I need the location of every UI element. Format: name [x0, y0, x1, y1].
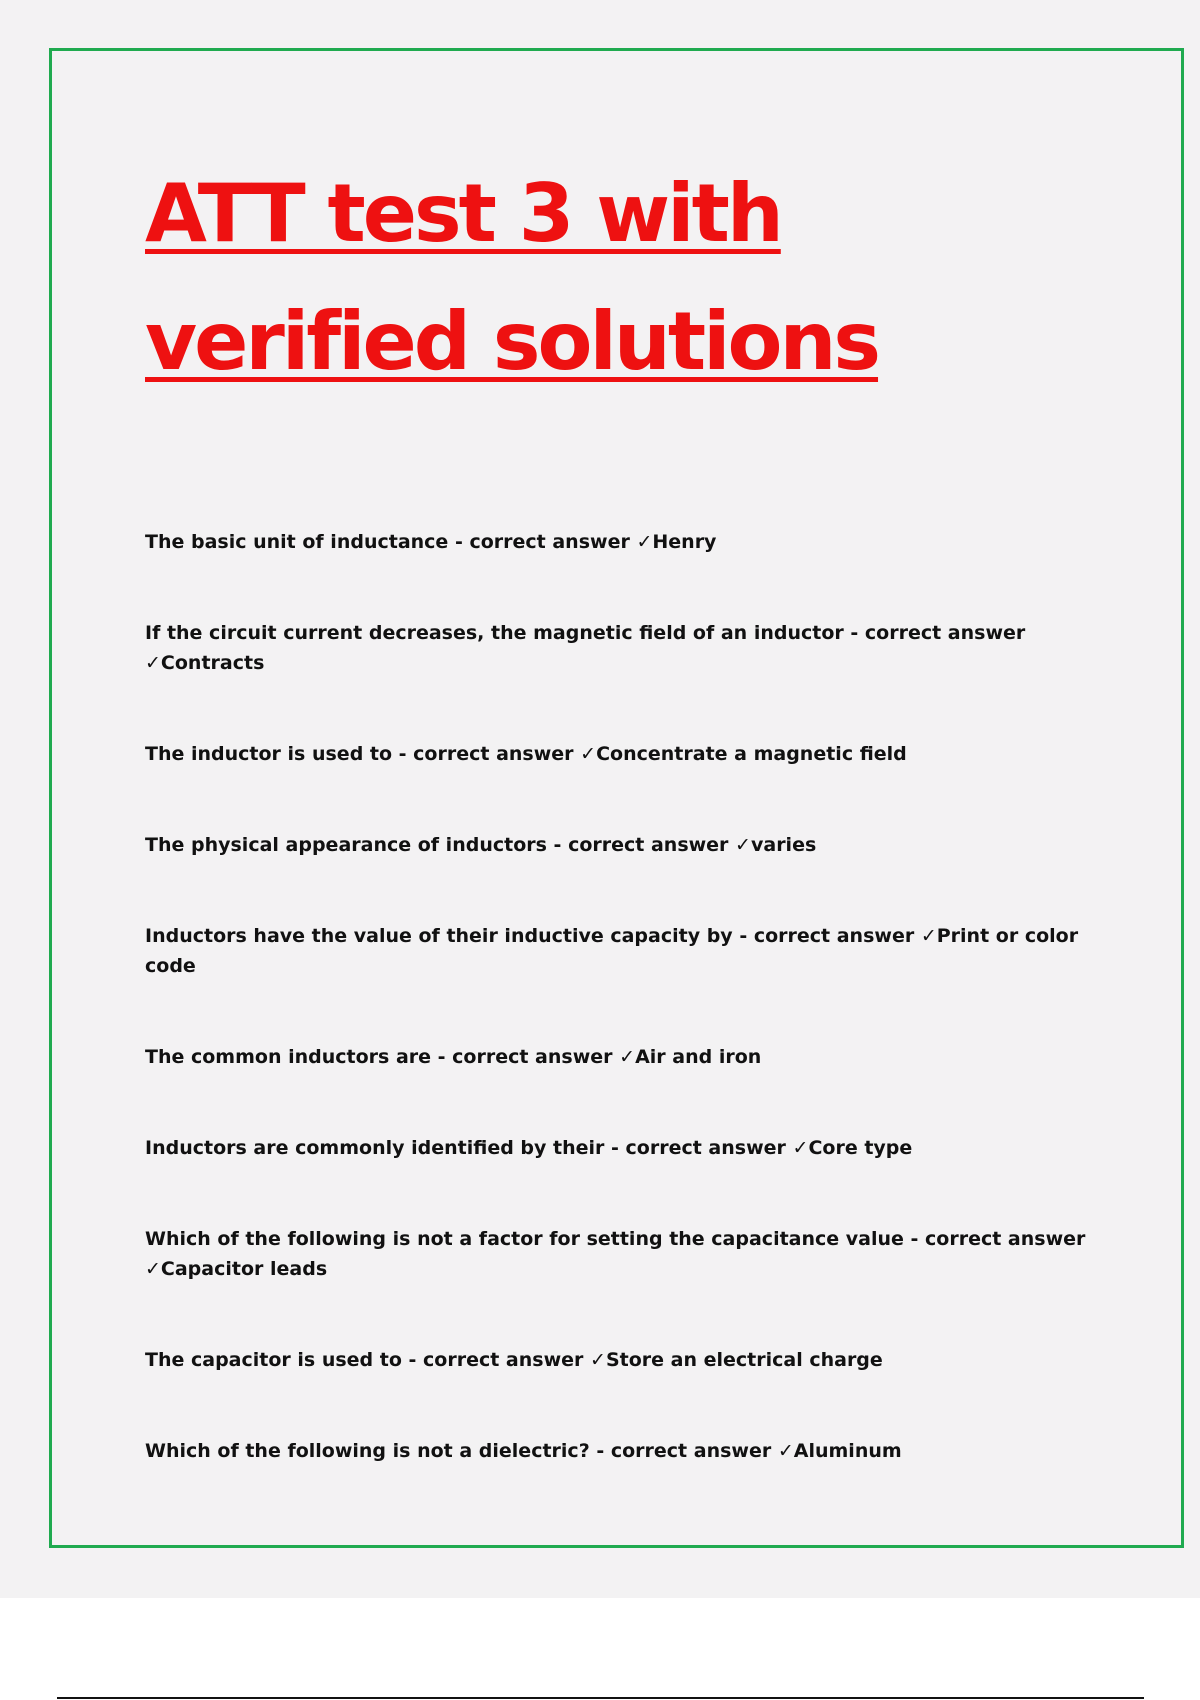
separator: -	[732, 925, 754, 947]
answer-text: Contracts	[160, 652, 265, 674]
question-answer-list	[145, 527, 1090, 1527]
question-text: The basic unit of inductance	[145, 531, 449, 553]
question-text: The physical appearance of inductors	[145, 834, 547, 856]
check-icon: ✓	[728, 834, 751, 856]
answer-text: Concentrate a magnetic field	[596, 743, 907, 765]
separator: -	[843, 622, 865, 644]
question-text: The inductor is used to	[145, 743, 393, 765]
answer-label: correct answer	[625, 1137, 786, 1159]
document-title: ATT test 3 with verified solutions	[145, 167, 879, 388]
answer-label: correct answer	[413, 743, 574, 765]
answer-text: Print or color code	[145, 925, 1079, 977]
question-text: If the circuit current decreases, the magnetic field of an inductor	[145, 622, 844, 644]
qa-item	[145, 618, 1090, 678]
check-icon: ✓	[914, 925, 937, 947]
answer-label: correct answer	[568, 834, 729, 856]
separator: -	[448, 531, 470, 553]
answer-text: Aluminum	[793, 1440, 902, 1462]
separator: -	[431, 1046, 453, 1068]
separator: -	[604, 1137, 626, 1159]
qa-item	[145, 1436, 1090, 1466]
separator: -	[546, 834, 569, 856]
check-icon: ✓	[573, 743, 597, 765]
qa-item	[145, 1345, 1090, 1375]
answer-text: varies	[750, 834, 817, 856]
answer-text: Capacitor leads	[160, 1258, 328, 1280]
separator: -	[903, 1228, 926, 1250]
question-text: The common inductors are	[145, 1046, 432, 1068]
answer-text: Store an electrical charge	[605, 1349, 883, 1371]
answer-label: correct answer	[469, 531, 630, 553]
question-text: Inductors are commonly identified by their	[145, 1137, 605, 1159]
answer-label: correct answer	[864, 622, 1026, 644]
answer-label: correct answer	[610, 1440, 772, 1462]
qa-item	[145, 921, 1090, 981]
question-text: Which of the following is not a factor for setting the capacitance value	[145, 1228, 904, 1250]
question-text: Which of the following is not a dielectric?	[145, 1440, 590, 1462]
qa-item	[145, 739, 1090, 769]
check-icon: ✓	[145, 652, 161, 674]
answer-text: Core type	[808, 1137, 913, 1159]
footer-divider	[57, 1697, 1144, 1699]
qa-item	[145, 1133, 1090, 1163]
answer-label: correct answer	[925, 1228, 1086, 1250]
check-icon: ✓	[145, 1258, 161, 1280]
check-icon: ✓	[785, 1137, 809, 1159]
check-icon: ✓	[771, 1440, 794, 1462]
check-icon: ✓	[612, 1046, 636, 1068]
question-text: Inductors have the value of their inductive capacity by	[145, 925, 733, 947]
answer-label: correct answer	[452, 1046, 613, 1068]
separator: -	[392, 743, 414, 765]
check-icon: ✓	[629, 531, 653, 553]
qa-item	[145, 1224, 1090, 1284]
check-icon: ✓	[583, 1349, 606, 1371]
qa-item	[145, 830, 1090, 860]
answer-label: correct answer	[753, 925, 915, 947]
separator: -	[401, 1349, 424, 1371]
answer-text: Air and iron	[635, 1046, 762, 1068]
qa-item	[145, 527, 1090, 557]
answer-text: Henry	[652, 531, 717, 553]
question-text: The capacitor is used to	[145, 1349, 402, 1371]
separator: -	[589, 1440, 611, 1462]
answer-label: correct answer	[423, 1349, 584, 1371]
qa-item	[145, 1042, 1090, 1072]
